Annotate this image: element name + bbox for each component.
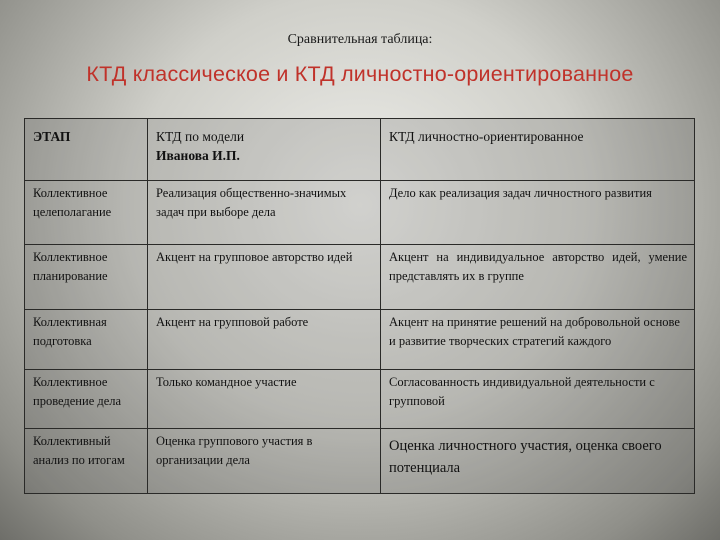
cell-classic: Оценка группового участия в организации дела [148,429,381,494]
cell-personal: Акцент на принятие решений на добровольной основе и развитие творческих стратегий каждого [381,310,695,370]
header-classic-line1: КТД по модели [156,129,245,144]
cell-personal: Оценка личностного участия, оценка своего потенциала [381,429,695,494]
header-personal: КТД личностно-ориентированное [381,119,695,181]
table-row [25,429,695,494]
cell-personal: Согласованность индивидуальной деятельности с групповой [381,370,695,429]
comparison-table [24,118,695,494]
table-row [25,181,695,245]
cell-personal: Дело как реализация задач личностного развития [381,181,695,245]
cell-classic: Акцент на групповой работе [148,310,381,370]
slide-title: КТД классическое и КТД личностно-ориентированное [86,62,634,86]
cell-classic: Акцент на групповое авторство идей [148,245,381,310]
cell-personal: Акцент на индивидуальное авторство идей, умение представлять их в группе [381,245,695,310]
cell-stage: Коллективное проведение дела [25,370,148,429]
table-row [25,370,695,429]
cell-stage: Коллективный анализ по итогам [25,429,148,494]
table-header-row [25,119,695,181]
cell-classic: Только командное участие [148,370,381,429]
slide-subtitle: Сравнительная таблица: [287,32,433,47]
header-classic-line2: Иванова И.П. [156,148,240,163]
table-row [25,245,695,310]
cell-classic: Реализация общественно-значимых задач при выборе дела [148,181,381,245]
cell-stage: Коллективное планирование [25,245,148,310]
cell-stage: Коллективная подготовка [25,310,148,370]
table-row [25,310,695,370]
header-classic [148,119,381,181]
header-stage: ЭТАП [25,119,148,181]
cell-stage: Коллективное целеполагание [25,181,148,245]
